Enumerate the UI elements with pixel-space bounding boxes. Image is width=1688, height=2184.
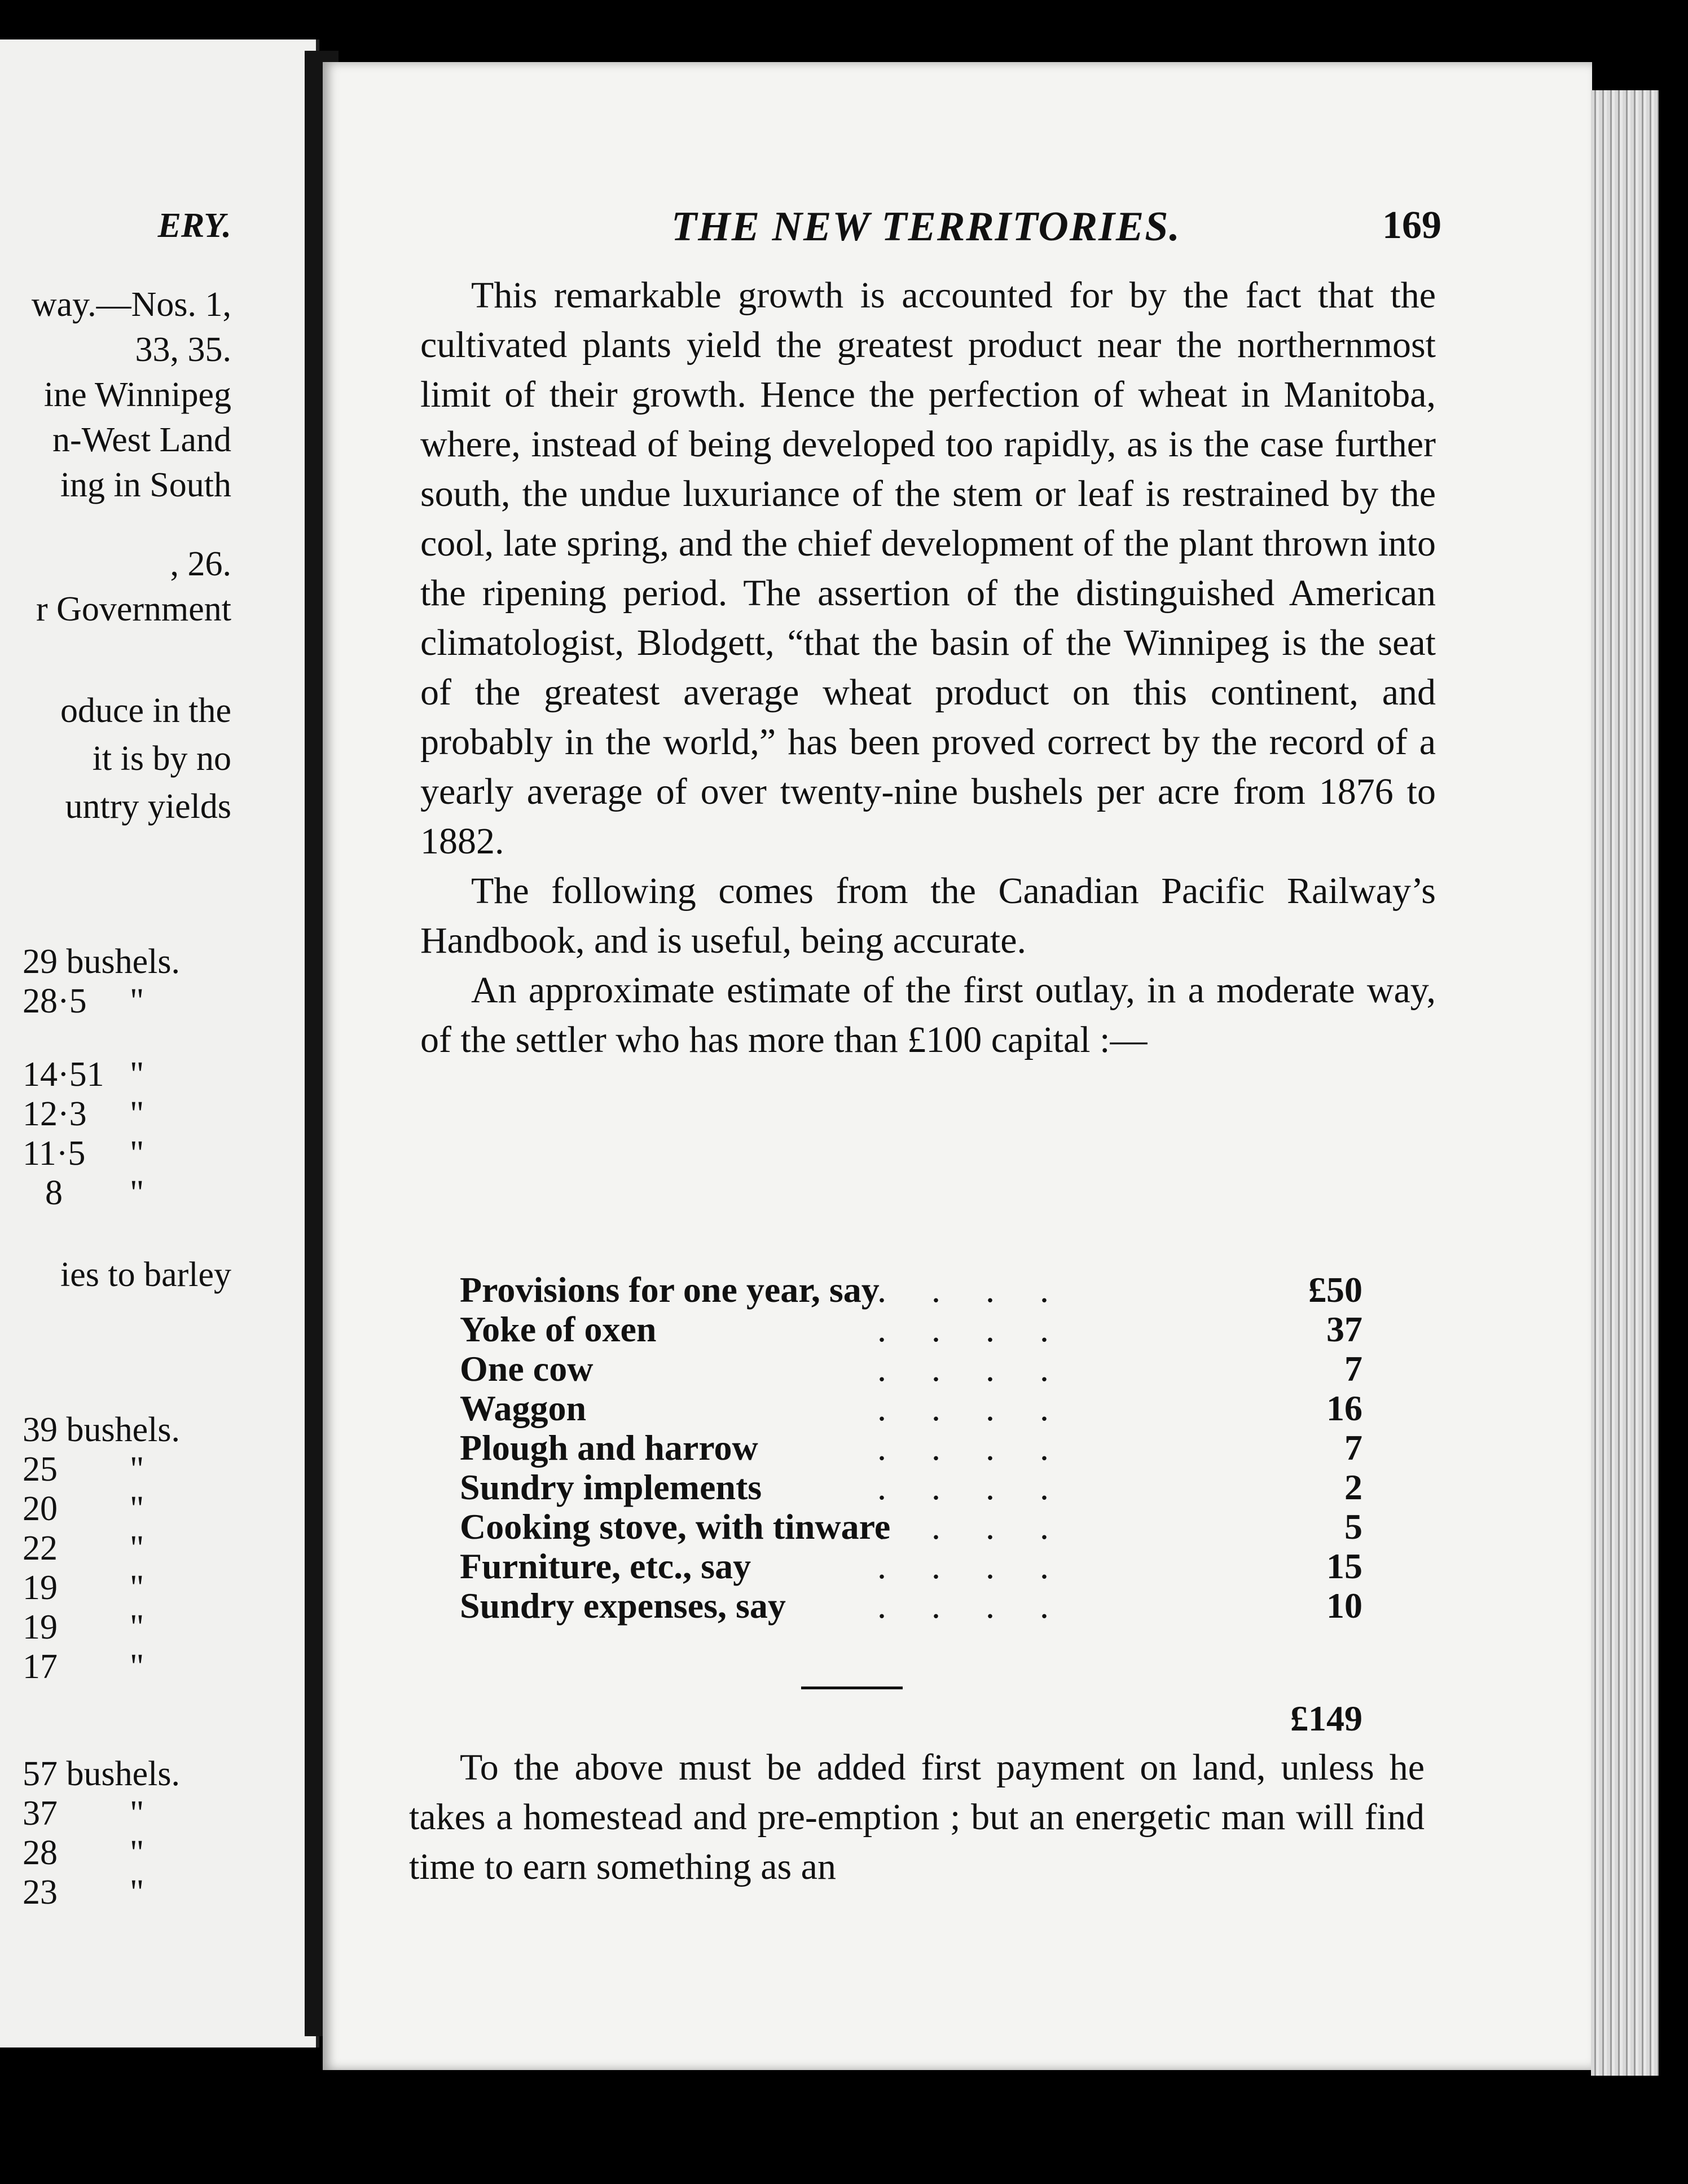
left-line: ing in South: [60, 466, 231, 504]
left-line: ine Winnipeg: [43, 376, 231, 414]
item-label: Plough and harrow: [460, 1428, 758, 1468]
yield-value: 17: [23, 1648, 58, 1686]
leader-dots: . . . .: [877, 1586, 1049, 1626]
ditto-mark: ": [130, 1490, 144, 1528]
ditto-mark: ": [130, 1095, 144, 1133]
yield-value: 12·3: [23, 1095, 87, 1133]
left-running-head-fragment: ERY.: [157, 206, 231, 245]
left-line: ies to barley: [60, 1256, 231, 1294]
item-label: Sundry expenses, say: [460, 1586, 786, 1626]
item-amount: 7: [1344, 1428, 1362, 1468]
leader-dots: . . . .: [877, 1428, 1049, 1468]
left-line: oduce in the: [60, 692, 231, 730]
left-line: n-West Land: [52, 421, 231, 459]
ditto-mark: ": [130, 1529, 144, 1567]
item-amount: 7: [1344, 1349, 1362, 1389]
ditto-mark: ": [130, 1873, 144, 1912]
table-row: [460, 1427, 1362, 1467]
table-row: [460, 1388, 1362, 1427]
ditto-mark: ": [130, 1794, 144, 1833]
paragraph-handbook: The following comes from the Canadian Pacific Railway’s Handbook, and is useful, being accurate.: [420, 870, 1436, 961]
item-amount: 2: [1344, 1467, 1362, 1507]
item-label: Sundry implements: [460, 1467, 762, 1507]
yield-value: 39 bushels.: [23, 1411, 180, 1449]
item-label: Yoke of oxen: [460, 1309, 657, 1349]
leader-dots: . . . .: [877, 1309, 1049, 1349]
yield-value: 14·51: [23, 1055, 104, 1094]
item-label: Waggon: [460, 1388, 587, 1428]
running-head: THE NEW TERRITORIES.: [671, 204, 1181, 250]
table-row: [460, 1506, 1362, 1545]
item-amount: 37: [1326, 1309, 1362, 1349]
table-row: [460, 1269, 1362, 1309]
item-label: One cow: [460, 1349, 594, 1389]
leader-dots: . . . .: [877, 1388, 1049, 1428]
item-amount: £50: [1308, 1270, 1362, 1310]
ditto-mark: ": [130, 1608, 144, 1646]
left-line: , 26.: [170, 545, 231, 583]
table-row: [460, 1348, 1362, 1388]
leader-dots: . . . .: [877, 1467, 1049, 1507]
item-amount: 10: [1326, 1586, 1362, 1626]
facing-page-left: [0, 39, 319, 2047]
yield-value: 25: [23, 1450, 58, 1489]
yield-value: 57 bushels.: [23, 1755, 180, 1793]
paragraph-closing: To the above must be added first payment on land, unless he takes a homestead and pre-emption ; but an energetic man will find time to earn something as an: [409, 1747, 1425, 1887]
left-line: untry yields: [65, 787, 231, 826]
yield-value: 23: [23, 1873, 58, 1912]
leader-dots: . . . .: [877, 1349, 1049, 1389]
ditto-mark: ": [130, 1834, 144, 1872]
body-text: [420, 271, 1436, 1065]
yield-value: 11·5: [23, 1134, 86, 1173]
left-line: way.—Nos. 1,: [31, 285, 231, 324]
ditto-mark: ": [130, 1648, 144, 1686]
table-row: [460, 1545, 1362, 1585]
item-label: Furniture, etc., say: [460, 1546, 751, 1586]
item-amount: 5: [1344, 1507, 1362, 1547]
yield-value: 8: [45, 1174, 63, 1212]
ditto-mark: ": [130, 982, 144, 1020]
ditto-mark: ": [130, 1569, 144, 1607]
item-amount: 16: [1326, 1388, 1362, 1428]
ditto-mark: ": [130, 1134, 144, 1173]
ditto-mark: ": [130, 1055, 144, 1094]
leader-dots: . . . .: [877, 1507, 1049, 1547]
paragraph-growth: This remarkable growth is accounted for by the fact that the cultivated plants yield the greatest product near the northernmost limit of their growth. Hence the perfection of wheat in Manitoba, where, instead of being developed too rapidly, as is the case further south, the undue luxuriance of the stem or leaf is restrained by the cool, late spring, and the chief development of the plant thrown into the ripening period. The assertion of the distinguished American climatologist, Blodgett, “that the basin of the Winnipeg is the seat of the greatest average wheat product on this continent, and probably in the world,” has been proved correct by the record of a yearly average of over twenty-nine bushels per acre from 1876 to 1882.: [420, 275, 1436, 862]
yield-value: 20: [23, 1490, 58, 1528]
left-line: it is by no: [92, 739, 231, 778]
item-amount: 15: [1326, 1546, 1362, 1586]
paragraph-estimate: An approximate estimate of the first outlay, in a moderate way, of the settler who has more than £100 capital :—: [420, 970, 1436, 1060]
table-row: [460, 1309, 1362, 1348]
ditto-mark: ": [130, 1174, 144, 1212]
yield-value: 22: [23, 1529, 58, 1567]
yield-value: 28: [23, 1834, 58, 1872]
ditto-mark: ": [130, 1450, 144, 1489]
total-rule: [801, 1687, 903, 1689]
leader-dots: . . . .: [877, 1546, 1049, 1586]
table-row: [460, 1467, 1362, 1506]
left-line: 33, 35.: [135, 331, 231, 369]
left-line: r Government: [36, 590, 231, 628]
table-row: [460, 1585, 1362, 1624]
item-label: Cooking stove, with tinware: [460, 1507, 891, 1547]
closing-text: [409, 1743, 1425, 1892]
page-edges: [1591, 90, 1659, 2076]
yield-value: 37: [23, 1794, 58, 1833]
item-label: Provisions for one year, say: [460, 1270, 880, 1310]
yield-value: 28·5: [23, 982, 87, 1020]
yield-value: 19: [23, 1608, 58, 1646]
yield-value: 29 bushels.: [23, 943, 180, 981]
page-number: 169: [1382, 204, 1441, 247]
leader-dots: . . . .: [877, 1270, 1049, 1310]
total-amount: £149: [1290, 1698, 1362, 1738]
yield-value: 19: [23, 1569, 58, 1607]
